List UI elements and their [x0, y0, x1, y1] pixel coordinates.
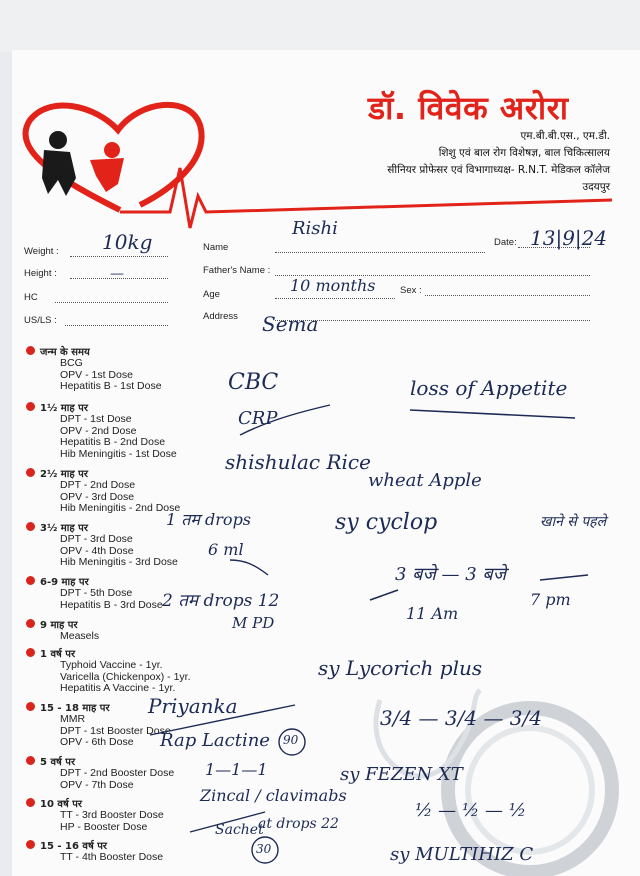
hw-zincal-num: 30 — [256, 842, 272, 856]
schedule-item: Varicella (Chickenpox) - 1yr. — [60, 670, 191, 683]
hw-diagnosis: loss of Appetite — [410, 376, 568, 400]
schedule-item: TT - 4th Booster Dose — [60, 851, 164, 863]
hw-height: — — [110, 266, 124, 282]
hw-feeding4: M PD — [232, 614, 275, 632]
hw-rap-lactine: Rap Lactine — [160, 730, 270, 751]
schedule-header: 10 वर्ष पर — [24, 796, 164, 810]
schedule-item: HP - Booster Dose — [60, 820, 148, 833]
schedule-header: जन्म के समय — [24, 344, 162, 358]
schedule-item: MMR — [60, 713, 86, 725]
hw-rap-dose: 1—1—1 — [205, 760, 268, 779]
hw-zincal-sub: Sachet — [215, 822, 264, 838]
schedule-item: OPV - 3rd Dose — [60, 490, 135, 503]
usls-label: US/LS : — [24, 315, 57, 326]
hw-feeding: 1 तम drops — [166, 510, 252, 529]
schedule-header: 3½ माह पर — [24, 520, 178, 534]
hw-crp: CRP — [238, 408, 278, 429]
hw-diet: shishulac Rice — [225, 450, 371, 474]
schedule-header: 2½ माह पर — [24, 466, 180, 480]
schedule-item: BCG — [60, 357, 83, 369]
hw-dose1: 3 बजे — 3 बजे — [395, 564, 507, 585]
hw-drops-bottom: at drops 22 — [258, 816, 339, 832]
schedule-item: Hib Meningitis - 1st Dose — [60, 447, 177, 460]
schedule-item: DPT - 2nd Dose — [60, 479, 136, 491]
hw-syrup1: sy cyclop — [335, 510, 438, 535]
doctor-name: डॉ. विवेक अरोरा — [368, 89, 569, 127]
schedule-header: 9 माह पर — [24, 617, 99, 631]
sex-label: Sex : — [400, 285, 422, 296]
hw-address: Sema — [262, 312, 319, 336]
hw-dose3: ½ — ½ — ½ — [415, 800, 527, 821]
hw-zincal: Zincal / clavimabs — [200, 786, 347, 805]
hw-rap-num: 90 — [283, 733, 299, 747]
schedule-item: Measels — [60, 630, 100, 642]
schedule-item: DPT - 5th Dose — [60, 587, 133, 599]
schedule-item: Hib Meningitis - 3rd Dose — [60, 556, 178, 568]
hw-time1: 11 Am — [406, 604, 459, 623]
specialty: शिशु एवं बाल रोग विशेषज्ञ, बाल चिकित्सालय — [438, 147, 610, 159]
schedule-header: 1 वर्ष पर — [24, 646, 191, 660]
schedule-item: OPV - 7th Dose — [60, 778, 134, 791]
hw-diet2: wheat Apple — [368, 470, 482, 491]
hw-age: 10 months — [290, 276, 376, 295]
fathers-name-label: Father's Name : — [203, 265, 271, 276]
schedule-header: 1½ माह पर — [24, 400, 177, 414]
schedule-item: Hepatitis B - 1st Dose — [60, 380, 162, 392]
hw-name: Rishi — [292, 218, 338, 239]
hw-cbc: CBC — [228, 370, 279, 395]
schedule-item: OPV - 4th Dose — [60, 544, 134, 557]
schedule-item: OPV - 2nd Dose — [60, 424, 137, 437]
hw-feeding2: 6 ml — [208, 540, 244, 559]
name-label: Name — [203, 242, 229, 253]
schedule-header: 15 - 18 माह पर — [24, 700, 171, 714]
address-label: Address — [203, 311, 238, 322]
hw-weight: 10kg — [102, 230, 153, 254]
schedule-item: DPT - 3rd Dose — [60, 533, 133, 545]
schedule-item: Typhoid Vaccine - 1yr. — [60, 659, 163, 671]
schedule-item: TT - 3rd Booster Dose — [60, 809, 164, 821]
schedule-item: Hib Meningitis - 2nd Dose — [60, 502, 181, 514]
schedule-item: Hepatitis A Vaccine - 1yr. — [60, 682, 176, 694]
schedule-item: DPT - 1st Dose — [60, 413, 132, 425]
hw-syrup4: sy MULTIHIZ C — [390, 844, 534, 865]
schedule-item: Hepatitis B - 3rd Dose — [60, 598, 163, 611]
schedule-item: DPT - 1st Booster Dose — [60, 724, 171, 737]
hw-syrup1-hindi: खाने से पहले — [540, 514, 607, 530]
schedule-header: 6-9 माह पर — [24, 574, 163, 588]
qualification: एम.बी.बी.एस., एम.डी. — [520, 130, 610, 142]
date-label: Date: — [494, 237, 517, 248]
hw-dose2: 3/4 — 3/4 — 3/4 — [380, 706, 542, 730]
schedule-header: 15 - 16 वर्ष पर — [24, 838, 163, 852]
height-label: Height : — [24, 268, 57, 279]
schedule-item: OPV - 6th Dose — [60, 736, 134, 748]
hw-feeding3: 2 तम drops 12 — [162, 591, 280, 611]
schedule-item: Hepatitis B - 2nd Dose — [60, 436, 166, 448]
schedule-item: DPT - 2nd Booster Dose — [60, 767, 175, 779]
weight-label: Weight : — [24, 246, 59, 257]
schedule-item: OPV - 1st Dose — [60, 368, 133, 381]
city: उदयपुर — [582, 181, 610, 193]
hc-label: HC — [24, 292, 38, 303]
designation: सीनियर प्रोफेसर एवं विभागाध्यक्ष- R.N.T. मेडिकल कॉलेज — [387, 164, 610, 176]
hw-priyanka: Priyanka — [148, 694, 238, 718]
hw-date: 13|9|24 — [530, 226, 608, 250]
age-label: Age — [203, 289, 220, 300]
schedule-header: 5 वर्ष पर — [24, 754, 174, 768]
hw-time1b: 7 pm — [530, 590, 571, 609]
hw-syrup3: sy FEZEN XT — [340, 764, 463, 785]
hw-syrup2: sy Lycorich plus — [318, 656, 483, 680]
